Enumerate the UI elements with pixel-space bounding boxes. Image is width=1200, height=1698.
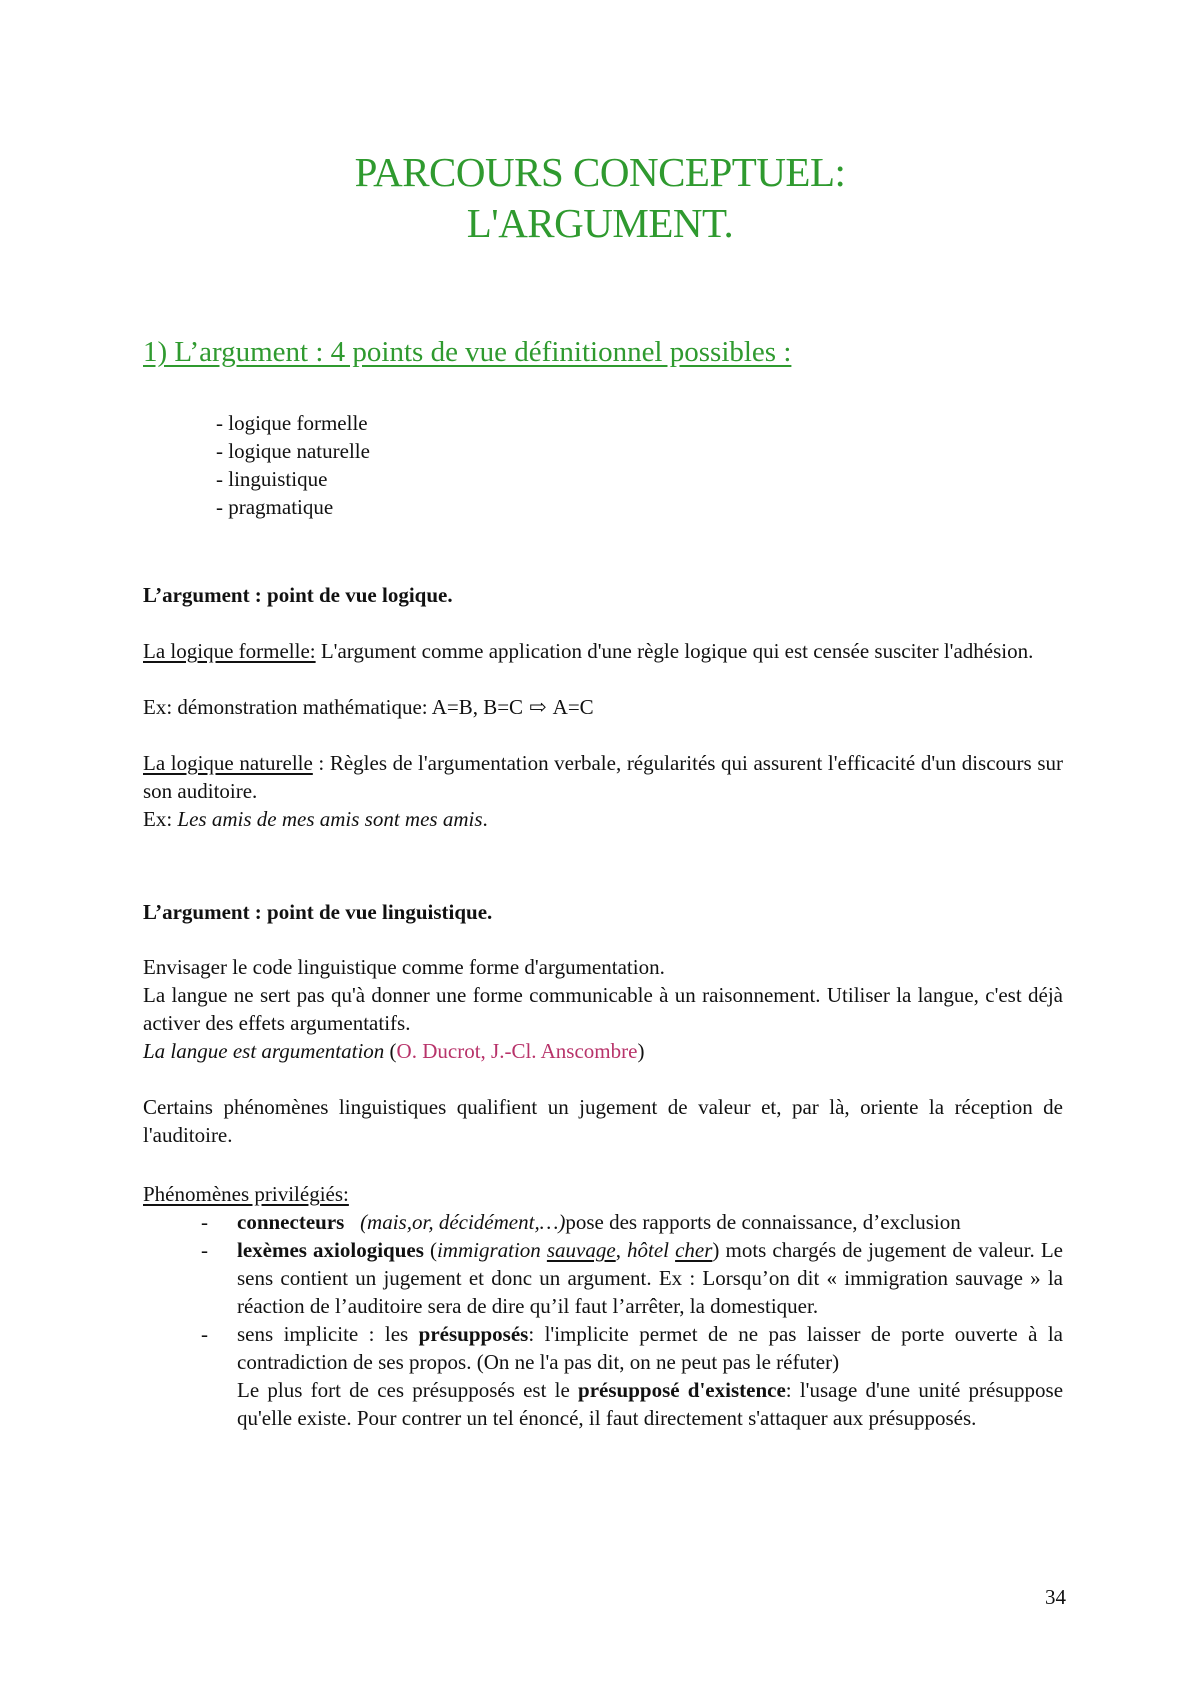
title-line-2: L'ARGUMENT. [466, 200, 734, 246]
label-logique-formelle: La logique formelle: [143, 639, 316, 663]
lexemes-example-2-word: cher [675, 1238, 713, 1262]
presupposes-p2-pre: Le plus fort de ces présupposés est le [237, 1378, 579, 1402]
text-logique-formelle: L'argument comme application d'une règle logique qui est censée susciter l'adhésion. [315, 639, 1034, 663]
lexemes-example-1-word: sauvage [546, 1238, 616, 1262]
heading-logique: L’argument : point de vue logique. [143, 583, 453, 607]
page-number: 34 [1045, 1585, 1066, 1609]
presupposes-text: : l'implicite permet de ne pas laisser de porte ouverte à la contradiction de ses propos. (On ne l'a pas dit, on ne peut pas le réfuter) [237, 1322, 1063, 1374]
title-line-1: PARCOURS CONCEPTUEL: [354, 149, 846, 195]
list-item: - linguistique [216, 467, 328, 491]
example-suffix: A=C [552, 695, 594, 719]
citation-close: ) [637, 1039, 645, 1063]
text-logique-naturelle: : Règles de l'argumentation verbale, régularités qui assurent l'efficacité d'un discours sur son auditoire. [143, 751, 1063, 803]
term-presupposes: présupposés [418, 1322, 529, 1346]
paragraph-phenomenes: Certains phénomènes linguistiques qualifient un jugement de valeur et, par là, oriente la réception de l'auditoire. [143, 1095, 1063, 1147]
paragraph-linguistique-line1: Envisager le code linguistique comme forme d'argumentation. [143, 955, 665, 979]
list-item-presupposes [201, 1320, 1063, 1432]
citation-italic: La langue est argumentation [143, 1039, 385, 1063]
example-italic: Les amis de mes amis sont mes amis [177, 807, 483, 831]
term-lexemes: lexèmes axiologiques [237, 1238, 424, 1262]
implies-arrow-icon: ⇨ [529, 695, 547, 719]
section-heading-definitions: 1) L’argument : 4 points de vue définitionnel possibles : [143, 336, 792, 368]
example-logique-formelle [143, 693, 1063, 721]
paragraph-linguistique-rest: La langue ne sert pas qu'à donner une forme communicable à un raisonnement. Utiliser la langue, c'est déjà activer des effets argumentatifs. [143, 983, 1063, 1035]
label-phenomenes-privilegies: Phénomènes privilégiés: [143, 1182, 349, 1206]
example-suffix: . [482, 807, 488, 831]
bullet-dash: - [201, 1322, 208, 1346]
label-logique-naturelle: La logique naturelle [143, 751, 313, 775]
example-prefix: Ex: [143, 807, 178, 831]
phenomenes-list [201, 1208, 1063, 1432]
bullet-dash: - [201, 1210, 208, 1234]
list-item-lexemes [201, 1236, 1063, 1320]
paragraph-logique-naturelle [143, 749, 1063, 805]
term-presuppose-existence: présupposé d'existence [578, 1378, 786, 1402]
citation-open: ( [384, 1039, 397, 1063]
paragraph-linguistique-citation [143, 1037, 1063, 1065]
list-item-connecteurs [201, 1208, 1063, 1236]
example-prefix: Ex: démonstration mathématique: A=B, B=C [143, 695, 524, 719]
list-item: - logique naturelle [216, 439, 370, 463]
bullet-dash: - [201, 1238, 208, 1262]
lexemes-text: ) mots chargés de jugement de valeur. Le sens contient un jugement et donc un argument. Ex : Lorsqu’on dit « immigration sauvage » la réaction de l’auditoire sera de dire qu’il faut l’arrêter, la domestiquer. [237, 1238, 1063, 1318]
lexemes-example-1: immigration [436, 1238, 547, 1262]
example-logique-naturelle [143, 805, 1063, 833]
lexemes-comma: , [615, 1238, 628, 1262]
list-item: - pragmatique [216, 495, 334, 519]
paragraph-logique-formelle [143, 637, 1063, 665]
term-connecteurs: connecteurs [237, 1210, 345, 1234]
heading-linguistique: L’argument : point de vue linguistique. [143, 900, 493, 924]
presupposes-paragraph-2 [237, 1376, 1063, 1432]
presupposes-p2-text: : l'usage d'une unité présuppose qu'elle existe. Pour contrer un tel énoncé, il faut directement s'attaquer aux présupposés. [237, 1378, 1064, 1430]
connecteurs-text: pose des rapports de connaissance, d’exclusion [565, 1210, 961, 1234]
lexemes-open: ( [423, 1238, 437, 1262]
presupposes-pre: sens implicite : les [237, 1322, 419, 1346]
list-item: - logique formelle [216, 411, 368, 435]
citation-authors: O. Ducrot, J.-Cl. Anscombre [396, 1039, 638, 1063]
connecteurs-examples: (mais,or, décidément,…) [360, 1210, 566, 1234]
lexemes-example-2: hôtel [627, 1238, 676, 1262]
